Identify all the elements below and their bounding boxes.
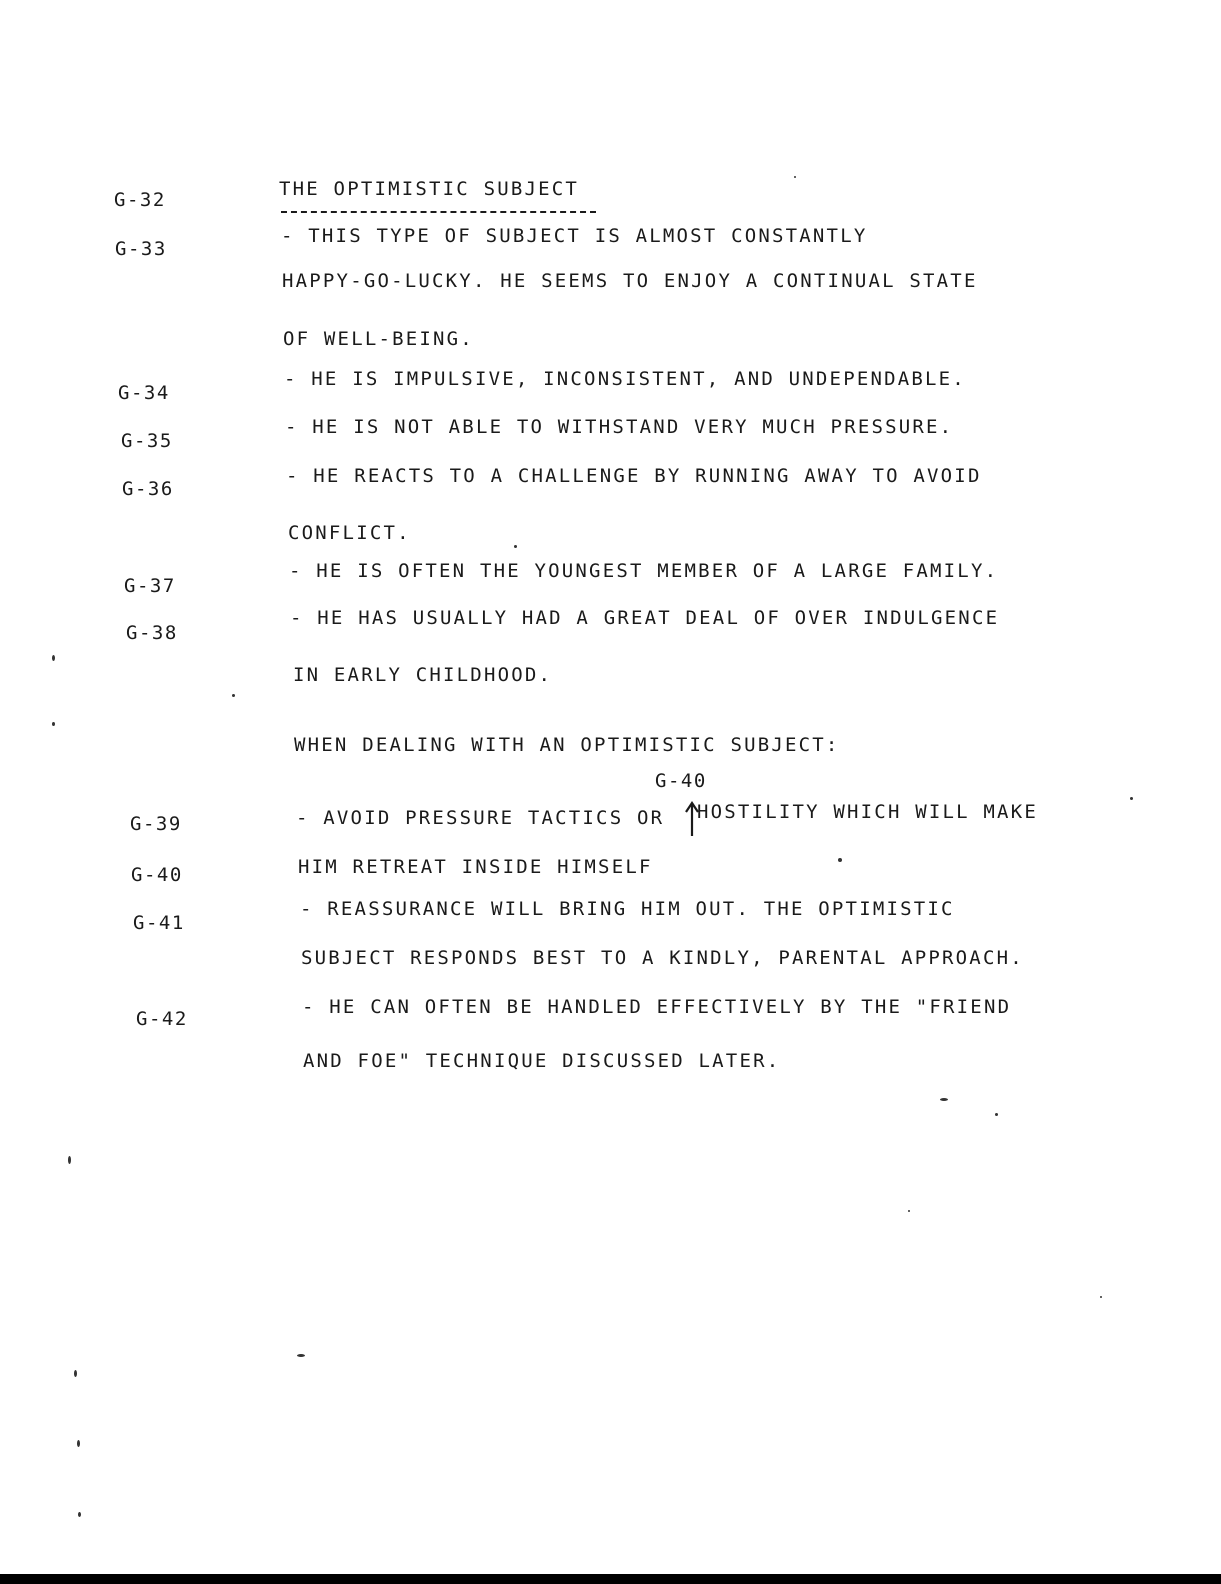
text-line-g39-part1: - AVOID PRESSURE TACTICS OR bbox=[296, 807, 665, 829]
scan-speck bbox=[1130, 797, 1133, 800]
text-line-g40: HIM RETREAT INSIDE HIMSELF bbox=[298, 856, 653, 878]
ref-code-g39: G-39 bbox=[130, 813, 182, 835]
scan-speck bbox=[297, 1354, 305, 1357]
text-line-g38-1: - HE HAS USUALLY HAD A GREAT DEAL OF OVER INDULGENCE bbox=[290, 607, 1000, 629]
scan-speck bbox=[514, 545, 517, 548]
ref-code-g42: G-42 bbox=[136, 1008, 188, 1030]
scan-speck bbox=[74, 1370, 77, 1377]
ref-code-g35: G-35 bbox=[121, 430, 173, 452]
scan-speck bbox=[995, 1113, 998, 1116]
text-line-g36-2: CONFLICT. bbox=[288, 522, 411, 544]
text-line-g33-2: HAPPY-GO-LUCKY. HE SEEMS TO ENJOY A CONTINUAL STATE bbox=[282, 270, 978, 292]
document-title: THE OPTIMISTIC SUBJECT bbox=[279, 178, 580, 200]
ref-code-g34: G-34 bbox=[118, 382, 170, 404]
title-underline bbox=[281, 211, 596, 213]
ref-code-g41: G-41 bbox=[133, 912, 185, 934]
text-line-g35: - HE IS NOT ABLE TO WITHSTAND VERY MUCH PRESSURE. bbox=[285, 416, 954, 438]
text-line-g36-1: - HE REACTS TO A CHALLENGE BY RUNNING AWAY TO AVOID bbox=[286, 465, 982, 487]
ref-code-g40: G-40 bbox=[131, 864, 183, 886]
scan-speck bbox=[68, 1156, 71, 1164]
insert-note-g40: G-40 bbox=[655, 770, 707, 792]
text-line-g42-2: AND FOE" TECHNIQUE DISCUSSED LATER. bbox=[303, 1050, 781, 1072]
scan-speck bbox=[52, 722, 55, 726]
scan-speck bbox=[232, 694, 235, 697]
text-line-g34: - HE IS IMPULSIVE, INCONSISTENT, AND UNDEPENDABLE. bbox=[284, 368, 966, 390]
text-line-g33-3: OF WELL-BEING. bbox=[283, 328, 474, 350]
text-line-g42-1: - HE CAN OFTEN BE HANDLED EFFECTIVELY BY THE "FRIEND bbox=[302, 996, 1012, 1018]
text-line-g38-2: IN EARLY CHILDHOOD. bbox=[293, 664, 553, 686]
ref-code-g36: G-36 bbox=[122, 478, 174, 500]
scan-speck bbox=[52, 655, 55, 661]
scan-speck bbox=[78, 1512, 81, 1517]
scan-speck bbox=[838, 858, 842, 862]
text-line-g41-2: SUBJECT RESPONDS BEST TO A KINDLY, PARENTAL APPROACH. bbox=[301, 947, 1024, 969]
ref-code-g32: G-32 bbox=[114, 189, 166, 211]
scan-speck bbox=[77, 1440, 80, 1447]
text-line-g33-1: - THIS TYPE OF SUBJECT IS ALMOST CONSTANTLY bbox=[281, 225, 868, 247]
text-line-g37: - HE IS OFTEN THE YOUNGEST MEMBER OF A LARGE FAMILY. bbox=[289, 560, 999, 582]
ref-code-g37: G-37 bbox=[124, 575, 176, 597]
ref-code-g38: G-38 bbox=[126, 622, 178, 644]
section-subheading: WHEN DEALING WITH AN OPTIMISTIC SUBJECT: bbox=[294, 734, 840, 756]
text-line-g39-part2: HOSTILITY WHICH WILL MAKE bbox=[697, 801, 1038, 823]
scan-bottom-edge bbox=[0, 1574, 1221, 1584]
scan-speck bbox=[940, 1098, 948, 1101]
scan-speck bbox=[794, 176, 796, 178]
ref-code-g33: G-33 bbox=[115, 238, 167, 260]
scan-speck bbox=[908, 1210, 910, 1212]
scan-speck bbox=[1100, 1296, 1102, 1298]
text-line-g41-1: - REASSURANCE WILL BRING HIM OUT. THE OPTIMISTIC bbox=[300, 898, 955, 920]
